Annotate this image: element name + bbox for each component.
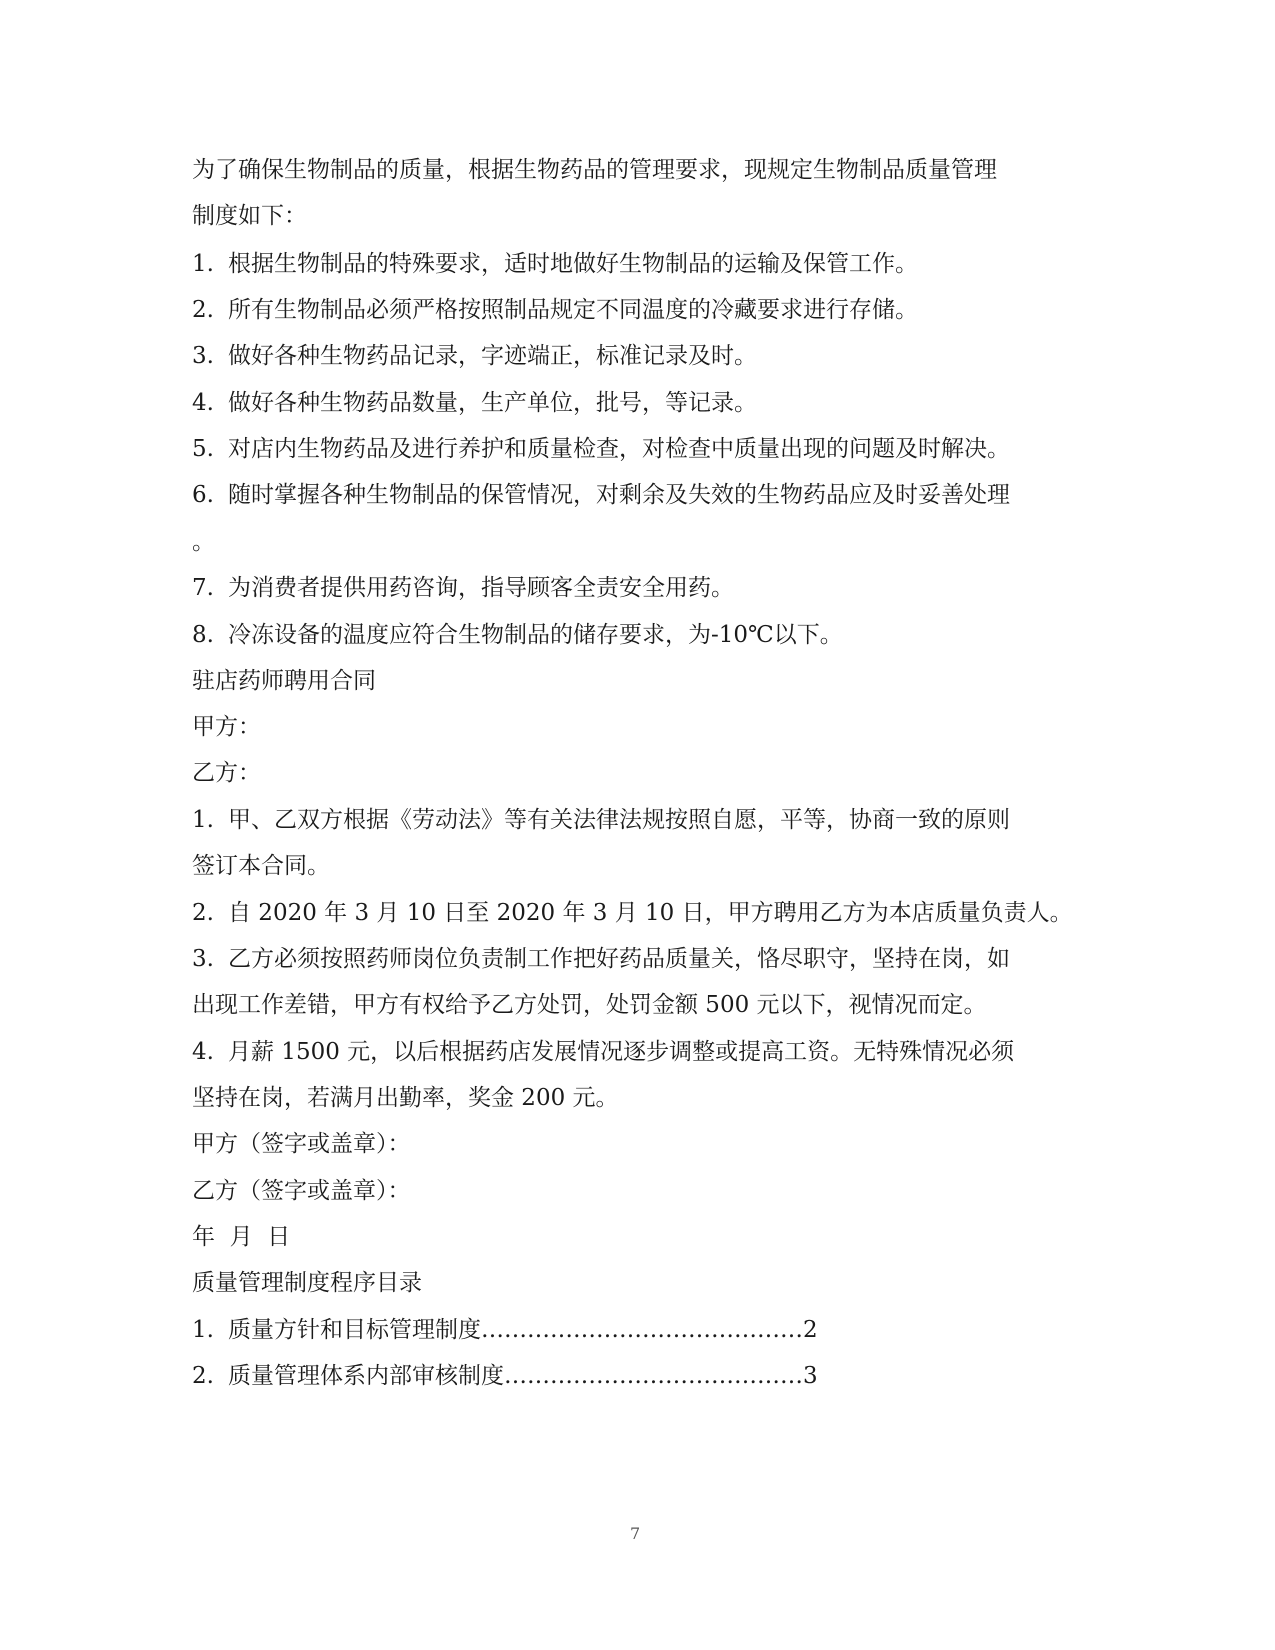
clause-text: 乙方必须按照药师岗位负责制工作把好药品质量关，恪尽职守，坚持在岗，如: [228, 946, 1010, 972]
intro-line-2: 制度如下：: [192, 203, 307, 229]
rule-number: 2.: [192, 297, 214, 323]
signature-date: 年 月 日: [192, 1224, 291, 1250]
rule-text: 根据生物制品的特殊要求，适时地做好生物制品的运输及保管工作。: [228, 251, 918, 277]
contract-clause-4-continuation: 坚持在岗，若满月出勤率，奖金 200 元。: [192, 1085, 619, 1111]
party-a-label: 甲方：: [192, 714, 261, 740]
rule-item-5: [192, 434, 1010, 464]
rule-number: 8.: [192, 622, 214, 648]
clause-text: 自 2020 年 3 月 10 日至 2020 年 3 月 10 日，甲方聘用乙方为本店质量负责人。: [228, 900, 1073, 926]
rule-number: 4.: [192, 390, 214, 416]
rule-number: 5.: [192, 436, 214, 462]
rule-item-4: [192, 388, 757, 418]
clause-text: 月薪 1500 元，以后根据药店发展情况逐步调整或提高工资。无特殊情况必须: [228, 1039, 1015, 1065]
toc-item-2: [192, 1361, 818, 1391]
contract-clause-1-continuation: 签订本合同。: [192, 853, 330, 879]
toc-text: 质量方针和目标管理制度……………………………………2: [228, 1317, 818, 1343]
rule-text: 为消费者提供用药咨询，指导顾客全责安全用药。: [228, 575, 734, 601]
rule-number: 1.: [192, 251, 214, 277]
rule-number: 3.: [192, 343, 214, 369]
rule-item-7: [192, 573, 734, 603]
toc-text: 质量管理体系内部审核制度…………………………………3: [228, 1363, 818, 1389]
rule-text: 做好各种生物药品数量，生产单位，批号，等记录。: [228, 390, 757, 416]
party-a-signature: 甲方（签字或盖章）：: [192, 1131, 411, 1157]
rule-number: 7.: [192, 575, 214, 601]
rule-number: 6.: [192, 482, 214, 508]
clause-number: 4.: [192, 1039, 214, 1065]
clause-number: 2.: [192, 900, 214, 926]
contract-clause-3-continuation: 出现工作差错，甲方有权给予乙方处罚，处罚金额 500 元以下，视情况而定。: [192, 992, 987, 1018]
toc-number: 1.: [192, 1317, 214, 1343]
rule-text: 随时掌握各种生物制品的保管情况，对剩余及失效的生物药品应及时妥善处理: [228, 482, 1010, 508]
rule-text: 对店内生物药品及进行养护和质量检查，对检查中质量出现的问题及时解决。: [228, 436, 1010, 462]
rule-text: 所有生物制品必须严格按照制品规定不同温度的冷藏要求进行存储。: [228, 297, 918, 323]
contract-clause-4: [192, 1037, 1014, 1067]
page-number: 7: [630, 1524, 641, 1543]
toc-item-1: [192, 1315, 818, 1345]
rule-item-6-continuation: 。: [192, 529, 215, 555]
toc-number: 2.: [192, 1363, 214, 1389]
rule-item-2: [192, 295, 918, 325]
intro-line-1: 为了确保生物制品的质量，根据生物药品的管理要求，现规定生物制品质量管理: [192, 157, 997, 183]
rule-item-8: [192, 620, 843, 650]
rule-text: 做好各种生物药品记录，字迹端正，标准记录及时。: [228, 343, 757, 369]
party-b-signature: 乙方（签字或盖章）：: [192, 1178, 411, 1204]
clause-number: 3.: [192, 946, 214, 972]
clause-text: 甲、乙双方根据《劳动法》等有关法律法规按照自愿，平等，协商一致的原则: [228, 807, 1010, 833]
contract-clause-1: [192, 805, 1010, 835]
contract-clause-3: [192, 944, 1010, 974]
clause-number: 1.: [192, 807, 214, 833]
toc-title: 质量管理制度程序目录: [192, 1270, 422, 1296]
rule-item-6: [192, 480, 1010, 510]
rule-text: 冷冻设备的温度应符合生物制品的储存要求，为-10℃以下。: [228, 622, 843, 648]
contract-clause-2: [192, 898, 1073, 928]
rule-item-3: [192, 341, 757, 371]
rule-item-1: [192, 249, 918, 279]
contract-title: 驻店药师聘用合同: [192, 668, 376, 694]
party-b-label: 乙方：: [192, 760, 261, 786]
